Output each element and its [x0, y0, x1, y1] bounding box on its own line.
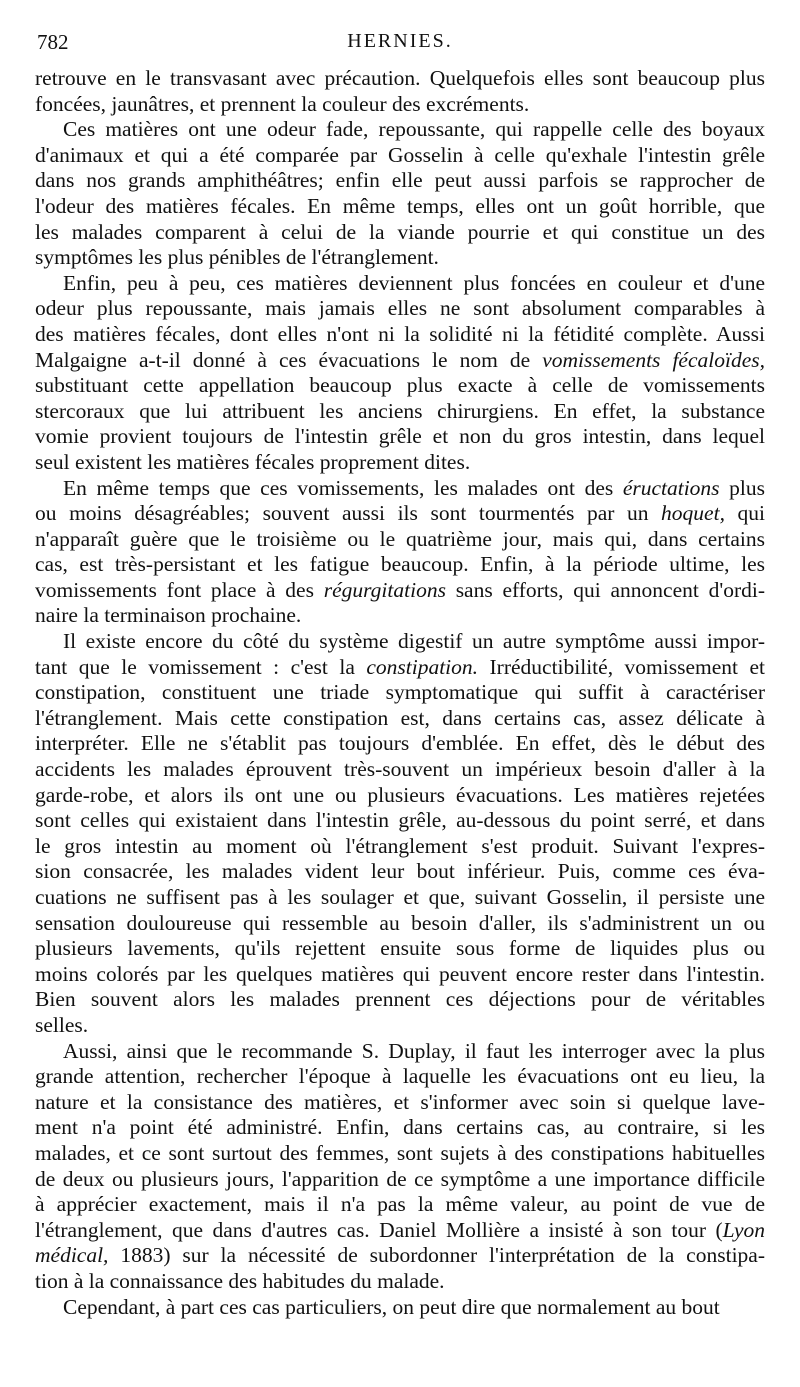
text-run: interpréter. Elle ne s'établit pas toujours d'emblée. En effet, dès le début des [35, 731, 765, 756]
text-run: tant que le vomissement : c'est la [35, 654, 367, 679]
text-line [35, 731, 765, 757]
text-line [35, 322, 765, 348]
italic-text: éructations [622, 475, 720, 500]
text-line [35, 936, 765, 962]
text-line [35, 1218, 765, 1244]
text-run: qui [724, 501, 765, 526]
text-run: nature et la consistance des matières, et s'informer avec soin si quelque lave- [35, 1089, 765, 1114]
text-line [35, 834, 765, 860]
text-run: Enfin, peu à peu, ces matières deviennent plus foncées en couleur et d'une [63, 270, 765, 295]
text-run: tion à la connaissance des habitudes du malade. [35, 1268, 445, 1293]
text-line [35, 296, 765, 322]
text-run: l'étranglement, que dans d'autres cas. Daniel Mollière a insisté à son tour ( [35, 1217, 723, 1242]
text-run: foncées, jaunâtres, et prennent la couleur des excréments. [35, 91, 530, 116]
text-run: Aussi, ainsi que le recommande S. Duplay, il faut les interroger avec la plus [63, 1038, 765, 1063]
text-line [35, 629, 765, 655]
text-run: d'animaux et qui a été comparée par Gosselin à celle qu'exhale l'intestin grêle [35, 142, 765, 167]
text-run: de deux ou plusieurs jours, l'apparition de ce symptôme a une importance difficile [35, 1166, 765, 1191]
text-line [35, 885, 765, 911]
text-line [35, 603, 765, 629]
text-run: vomissements font place à des [35, 577, 324, 602]
text-run: cuations ne suffisent pas à les soulager et que, suivant Gosselin, il persiste une [35, 885, 765, 909]
text-line [35, 1090, 765, 1116]
text-line [35, 1013, 765, 1039]
book-page [35, 22, 765, 1320]
text-run: cas, est très-persistant et les fatigue beaucoup. Enfin, à la période ultime, les [35, 552, 765, 577]
text-run: Il existe encore du côté du système digestif un autre symptôme aussi impor- [63, 629, 765, 654]
italic-text: constipation. [366, 654, 479, 679]
text-line [35, 220, 765, 246]
text-run: des matières fécales, dont elles n'ont ni la solidité ni la fétidité complète. Aussi [35, 321, 765, 346]
text-run: le gros intestin au moment où l'étranglement s'est produit. Suivant l'expres- [35, 833, 765, 858]
text-line [35, 1167, 765, 1193]
text-run: Irréductibilité, vomissement et [478, 654, 765, 679]
text-line [35, 450, 765, 476]
italic-text: vomissements fécaloïdes, [542, 347, 766, 372]
text-run: 1883) sur la nécessité de subordonner l'interprétation de la constipa- [108, 1243, 765, 1268]
text-run: substituant cette appellation beaucoup plus exacte à celle de vomissements [35, 373, 765, 398]
text-run: ment n'a point été administré. Enfin, dans certains cas, au contraire, si les [35, 1115, 765, 1140]
text-line [35, 476, 765, 502]
text-run: retrouve en le transvasant avec précaution. Quelquefois elles sont beaucoup plus [35, 66, 765, 90]
text-line [35, 680, 765, 706]
text-line [35, 1141, 765, 1167]
body-text [35, 66, 765, 1320]
text-run: Ces matières ont une odeur fade, repoussante, qui rappelle celle des boyaux [63, 117, 765, 142]
text-run: vomie provient toujours de l'intestin grêle et non du gros intestin, dans lequel [35, 424, 765, 449]
text-line [35, 527, 765, 553]
text-line [35, 578, 765, 604]
italic-text: hoquet, [661, 501, 725, 526]
text-run: constipation, constituent une triade symptomatique qui suffit à caractériser [35, 680, 765, 705]
text-line [35, 271, 765, 297]
text-run: sans efforts, qui annoncent d'ordi- [445, 577, 765, 602]
text-run: symptômes les plus pénibles de l'étranglement. [35, 245, 439, 270]
text-line [35, 962, 765, 988]
text-line [35, 1039, 765, 1065]
paragraph [35, 66, 765, 117]
text-run: Cependant, à part ces cas particuliers, on peut dire que normalement au bout [63, 1294, 720, 1319]
text-line [35, 66, 765, 92]
text-run: accidents les malades éprouvent très-souvent un impérieux besoin d'aller à la [35, 757, 765, 782]
text-run: Bien souvent alors les malades prennent ces déjections pour de véritables [35, 987, 765, 1012]
text-line [35, 245, 765, 271]
italic-text: régurgitations [323, 577, 446, 602]
text-line [35, 1243, 765, 1269]
text-run: l'étranglement. Mais cette constipation est, dans certains cas, assez délicate à [35, 705, 765, 730]
text-run: sion consacrée, les malades vident leur bout inférieur. Puis, comme ces éva- [35, 859, 765, 884]
text-run: les malades comparent à celui de la viande pourrie et qui constitue un des [35, 219, 765, 244]
text-run: seul existent les matières fécales proprement dites. [35, 449, 471, 474]
text-line [35, 757, 765, 783]
text-line [35, 194, 765, 220]
text-line [35, 1295, 765, 1321]
text-run: l'odeur des matières fécales. En même temps, elles ont un goût horrible, que [35, 193, 765, 218]
text-line [35, 783, 765, 809]
text-line [35, 1192, 765, 1218]
text-run: sensation douloureuse qui ressemble au besoin d'aller, ils s'administrent un ou [35, 910, 765, 935]
page-number: 782 [37, 30, 69, 54]
text-run: malades, et ce sont surtout des femmes, sont sujets à des constipations habituelles [35, 1140, 765, 1165]
text-line [35, 168, 765, 194]
italic-text: Lyon [722, 1217, 765, 1242]
paragraph [35, 117, 765, 271]
text-line [35, 143, 765, 169]
paragraph [35, 476, 765, 630]
text-run: grande attention, rechercher l'époque à laquelle les évacuations ont eu lieu, la [35, 1064, 765, 1089]
text-run: plus [719, 475, 765, 500]
page-header [35, 22, 765, 62]
paragraph [35, 1295, 765, 1321]
text-line [35, 424, 765, 450]
text-run: ou moins désagréables; souvent aussi ils sont tourmentés par un [35, 501, 662, 526]
text-run: stercoraux que lui attribuent les anciens chirurgiens. En effet, la substance [35, 398, 765, 423]
text-line [35, 552, 765, 578]
text-run: plusieurs lavements, qu'ils rejettent ensuite sous forme de liquides plus ou [35, 936, 765, 961]
paragraph [35, 1039, 765, 1295]
text-line [35, 373, 765, 399]
paragraph [35, 629, 765, 1039]
text-run: moins colorés par les quelques matières qui peuvent encore rester dans l'intestin. [35, 961, 765, 986]
text-line [35, 1064, 765, 1090]
text-line [35, 348, 765, 374]
text-run: garde-robe, et alors ils ont une ou plusieurs évacuations. Les matières rejetées [35, 782, 765, 807]
text-line [35, 399, 765, 425]
text-run: n'apparaît guère que le troisième ou le quatrième jour, mais qui, dans certains [35, 526, 765, 551]
text-run: En même temps que ces vomissements, les malades ont des [63, 475, 623, 500]
text-line [35, 117, 765, 143]
text-run: Malgaigne a-t-il donné à ces évacuations le nom de [35, 347, 543, 372]
text-line [35, 92, 765, 118]
text-line [35, 655, 765, 681]
text-line [35, 911, 765, 937]
text-line [35, 501, 765, 527]
running-title: HERNIES. [347, 30, 453, 52]
text-run: dans nos grands amphithéâtres; enfin elle peut aussi parfois se rapprocher de [35, 168, 765, 193]
text-run: naire la terminaison prochaine. [35, 603, 302, 628]
text-run: odeur plus repoussante, mais jamais elles ne sont absolument comparables à [35, 296, 765, 321]
text-line [35, 706, 765, 732]
text-run: sont celles qui existaient dans l'intestin grêle, au-dessous du point serré, et dans [35, 808, 765, 833]
text-line [35, 987, 765, 1013]
text-line [35, 859, 765, 885]
text-run: selles. [35, 1012, 89, 1037]
text-line [35, 1269, 765, 1295]
paragraph [35, 271, 765, 476]
text-line [35, 808, 765, 834]
text-run: à apprécier exactement, mais il n'a pas la même valeur, au point de vue de [35, 1192, 765, 1217]
italic-text: médical, [35, 1243, 109, 1268]
text-line [35, 1115, 765, 1141]
